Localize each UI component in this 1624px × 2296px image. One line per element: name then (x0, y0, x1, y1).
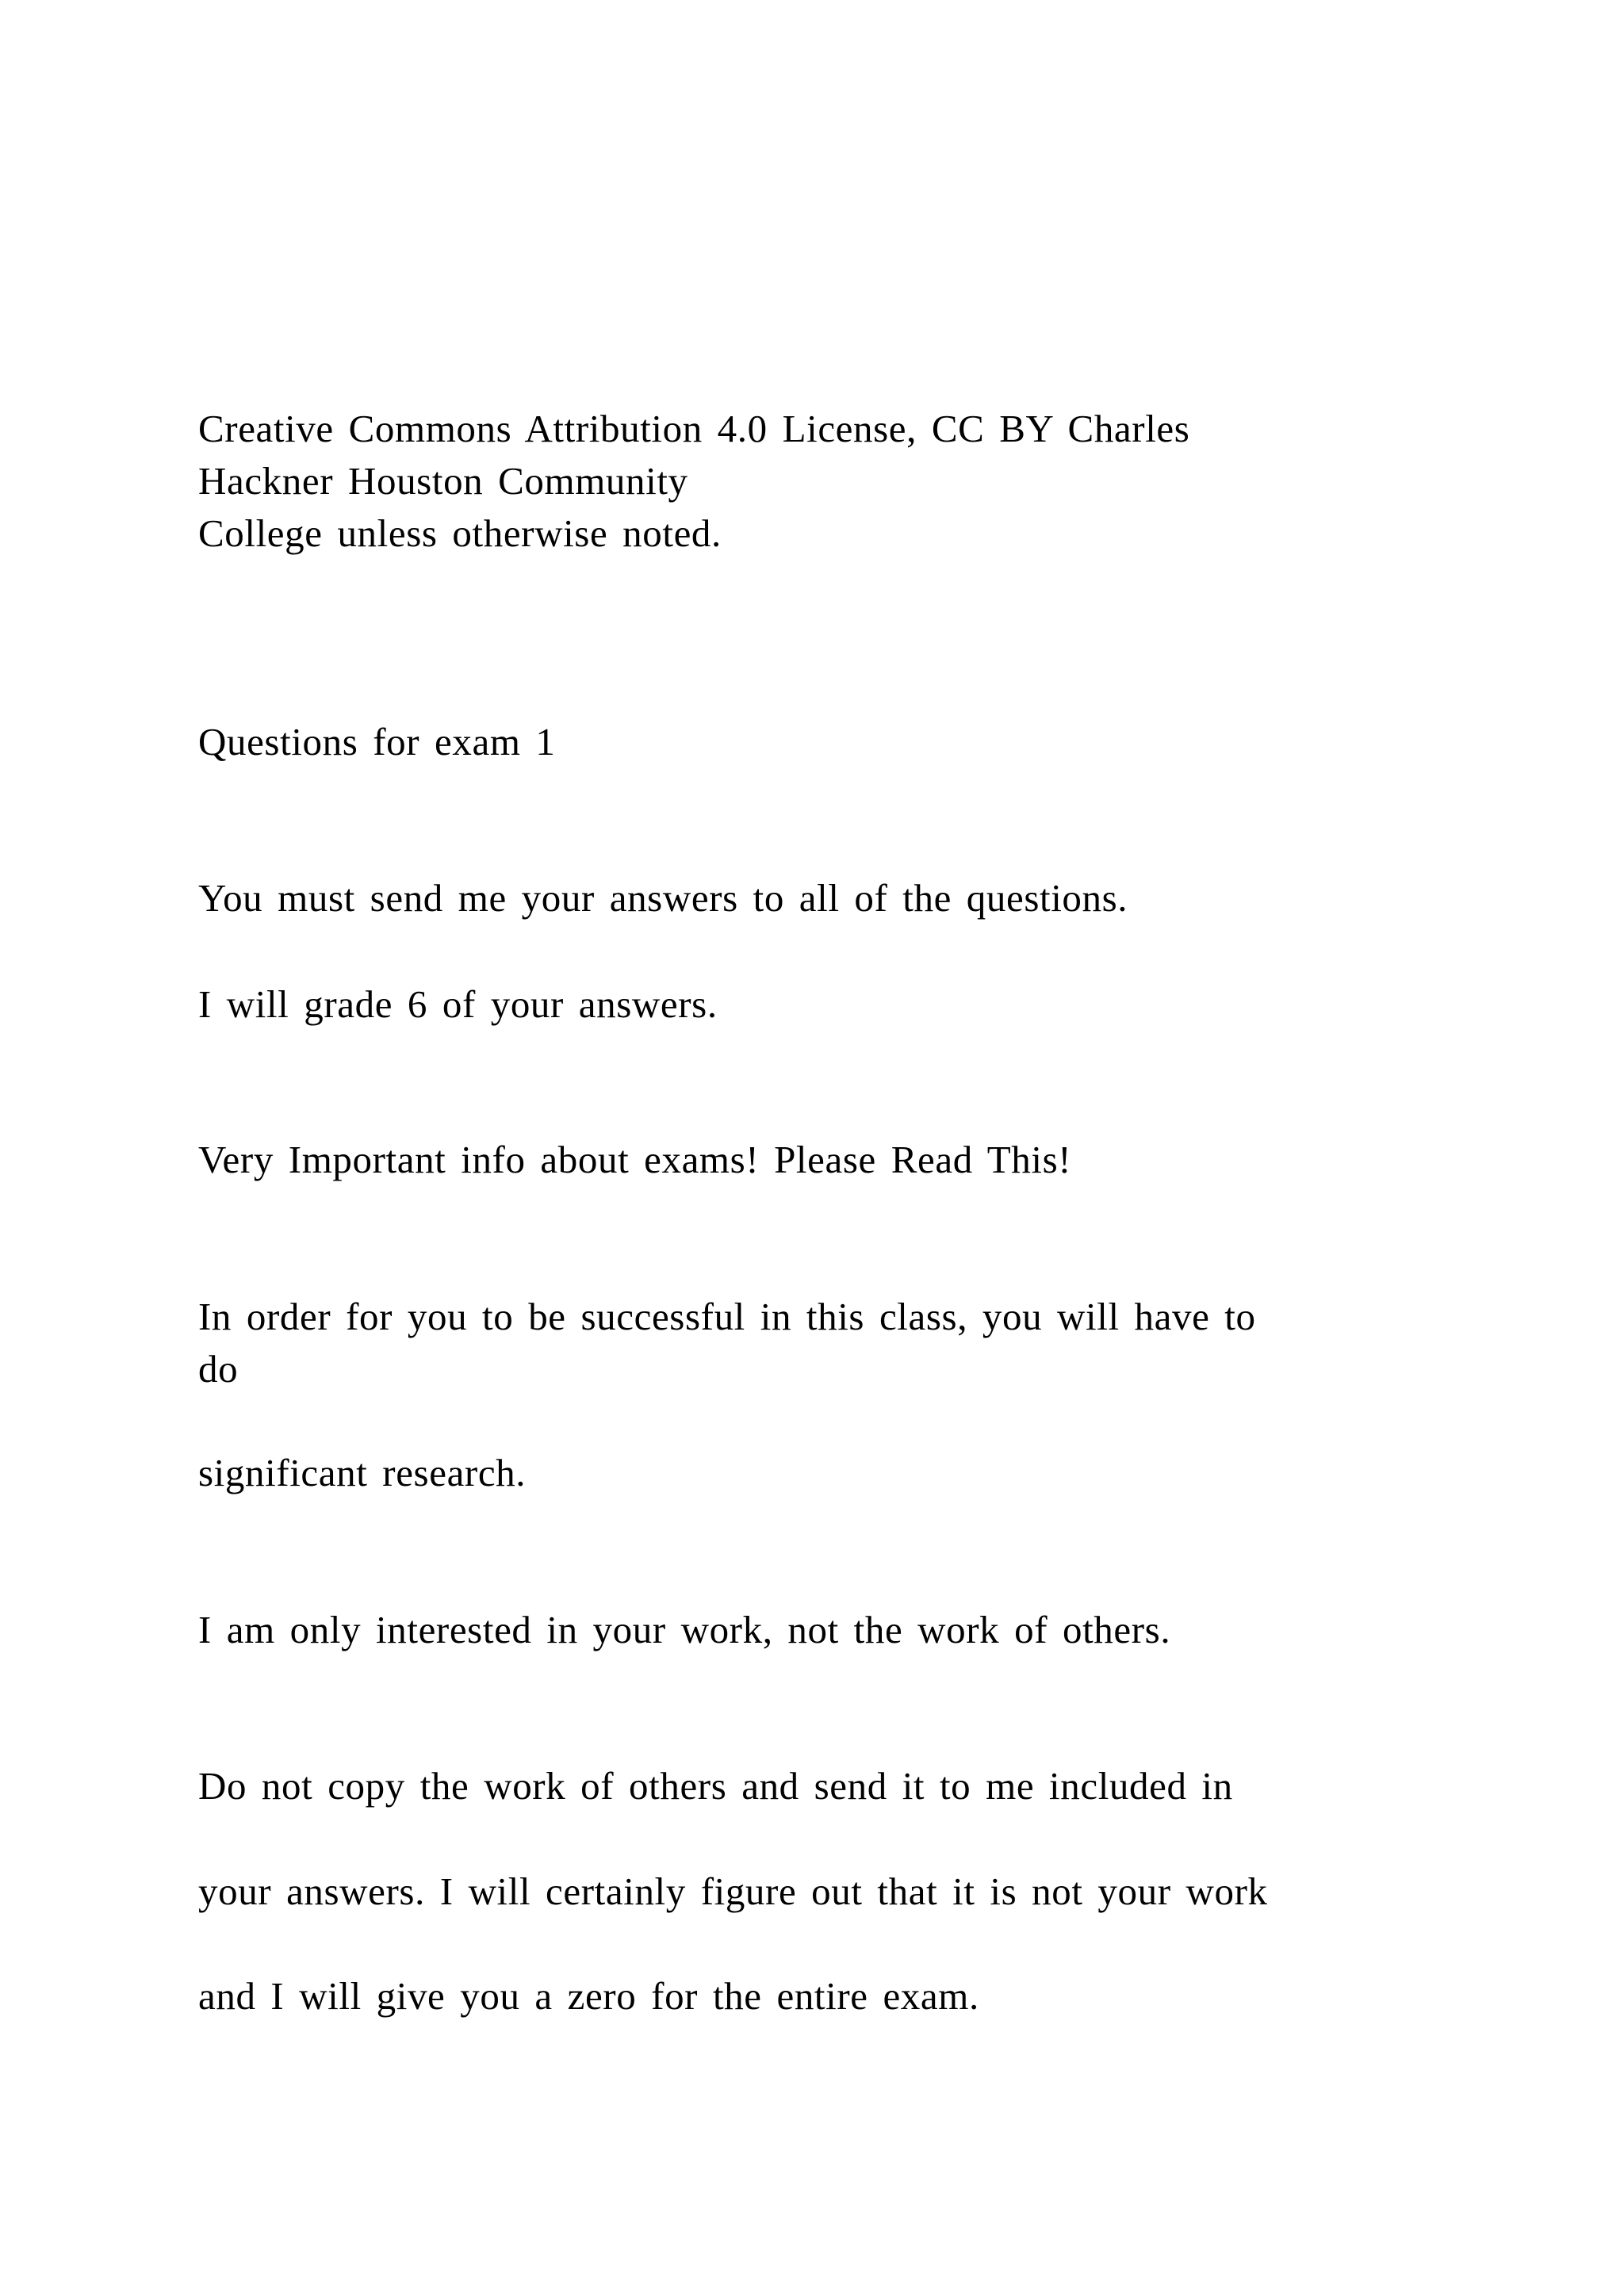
success-line-1: In order for you to be successful in this class, you will have to (198, 1295, 1256, 1338)
success-line-2: do (198, 1347, 239, 1391)
warning-line-2: your answers. I will certainly figure out that it is not your work (198, 1869, 1268, 1913)
warning-line-3: and I will give you a zero for the entire exam. (198, 1974, 979, 2018)
warning-line-1: Do not copy the work of others and send it to me included in (198, 1764, 1233, 1808)
license-line-2: Hackner Houston Community (198, 459, 688, 503)
success-line-3: significant research. (198, 1451, 527, 1494)
instruction-grade-count: I will grade 6 of your answers. (198, 982, 718, 1026)
exam-heading: Questions for exam 1 (198, 720, 556, 763)
own-work-statement: I am only interested in your work, not the work of others. (198, 1608, 1171, 1651)
instruction-send-all: You must send me your answers to all of the questions. (198, 876, 1128, 920)
important-notice: Very Important info about exams! Please Read This! (198, 1138, 1072, 1181)
license-line-3: College unless otherwise noted. (198, 511, 722, 555)
license-line-1: Creative Commons Attribution 4.0 License, CC BY Charles (198, 407, 1190, 450)
